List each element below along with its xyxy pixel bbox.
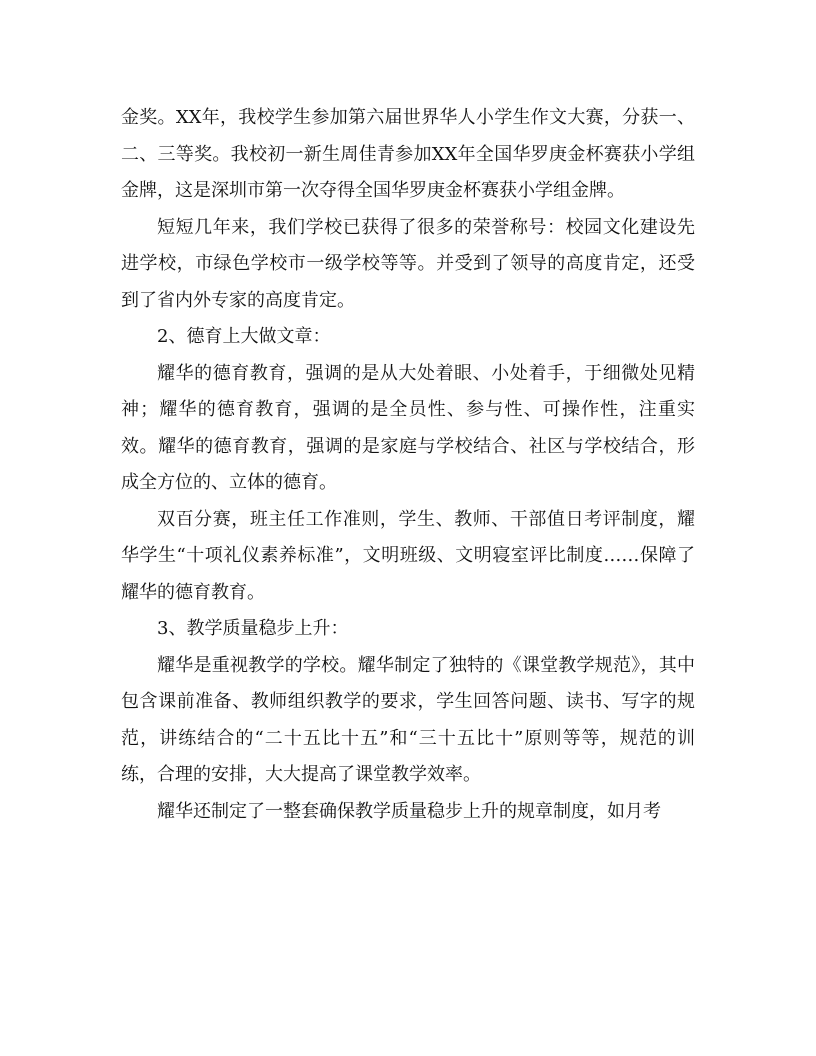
- paragraph-teaching-norms: 耀华是重视教学的学校。耀华制定了独特的《课堂教学规范》，其中包含课前准备、教师组织教学的要求，学生回答问题、读书、写字的规范，讲练结合的“二十五比十五”和“三十五比十”原则等等，规范的训练，合理的安排，大大提高了课堂教学效率。: [121, 654, 695, 785]
- paragraph-awards-continued: 金奖。XX年，我校学生参加第六届世界华人小学生作文大赛，分获一、二、三等奖。我校初一新生周佳青参加XX年全国华罗庚金杯赛获小学组金牌，这是深圳市第一次夺得全国华罗庚金杯赛获小学组金牌。: [121, 107, 695, 201]
- paragraph-honors: 短短几年来，我们学校已获得了很多的荣誉称号：校园文化建设先进学校，市绿色学校市一级学校等等。并受到了领导的高度肯定，还受到了省内外专家的高度肯定。: [121, 216, 695, 311]
- document-body: [121, 100, 695, 830]
- paragraph-moral-education: 耀华的德育教育，强调的是从大处着眼、小处着手，于细微处见精神；耀华的德育教育，强调的是全员性、参与性、可操作性，注重实效。耀华的德育教育，强调的是家庭与学校结合、社区与学校结合，形成全方位的、立体的德育。: [121, 362, 695, 493]
- section-heading-teaching-quality: 3、教学质量稳步上升：: [157, 618, 349, 639]
- section-heading-moral-education: 2、德育上大做文章：: [157, 326, 331, 347]
- paragraph-moral-rules: 双百分赛，班主任工作准则，学生、教师、干部值日考评制度，耀华学生“十项礼仪素养标准”，文明班级、文明寝室评比制度……保障了耀华的德育教育。: [121, 508, 695, 603]
- paragraph-teaching-regulations: 耀华还制定了一整套确保教学质量稳步上升的规章制度，如月考: [157, 800, 661, 822]
